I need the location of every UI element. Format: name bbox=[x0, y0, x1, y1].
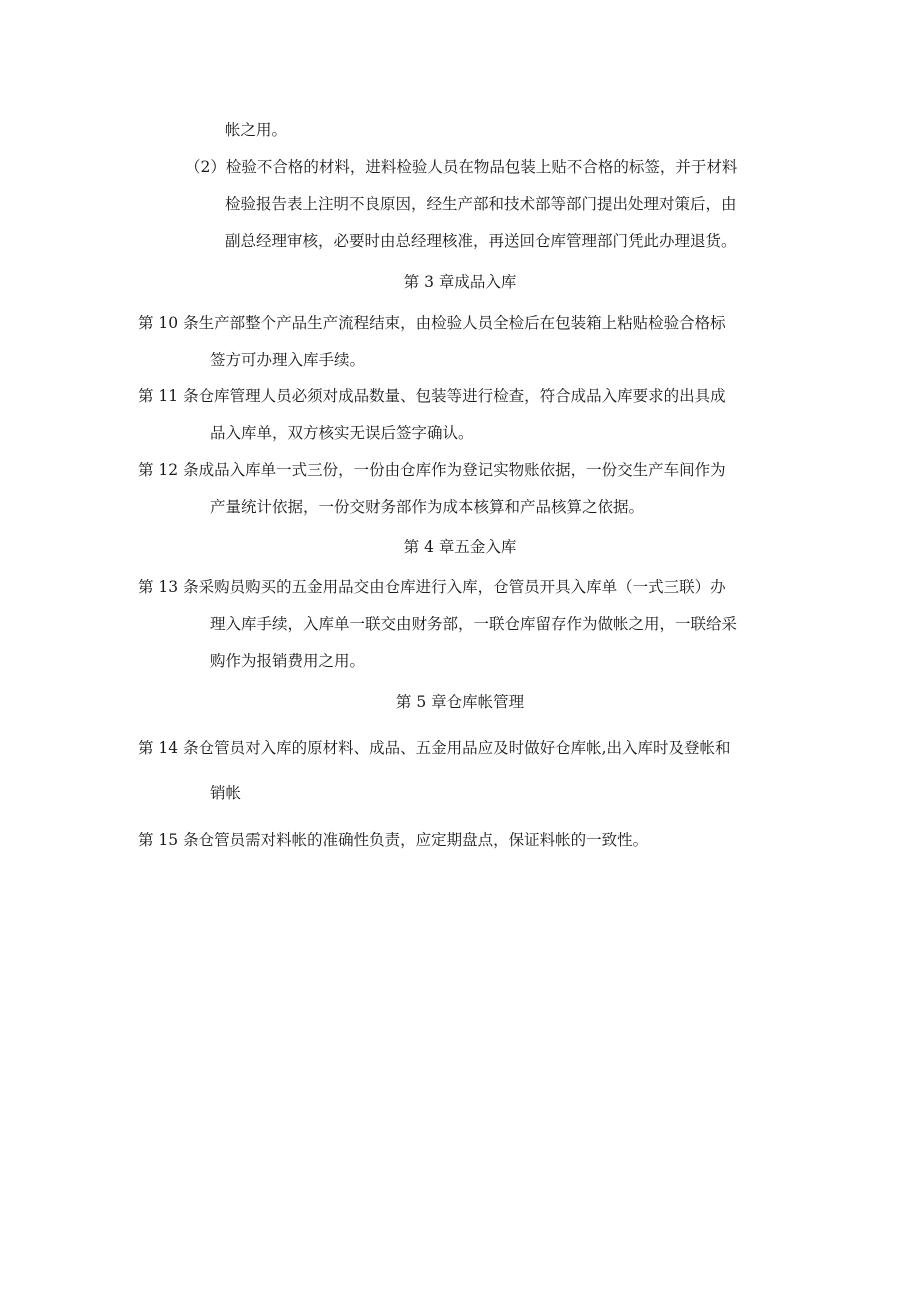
article-12-line-1: 第 12 条成品入库单一式三份，一份由仓库作为登记实物账依据，一份交生产车间作为 bbox=[138, 461, 726, 479]
article-10-line-2: 签方可办理入库手续。 bbox=[210, 351, 366, 369]
article-11-line-2: 品入库单，双方核实无误后签字确认。 bbox=[210, 424, 474, 442]
chapter-3-heading: 第 3 章成品入库 bbox=[403, 273, 517, 291]
item-2-line-3: 副总经理审核，必要时由总经理核准，再送回仓库管理部门凭此办理退货。 bbox=[225, 232, 737, 250]
item-2-line-1: （2）检验不合格的材料，进料检验人员在物品包装上贴不合格的标签，并于材料 bbox=[185, 158, 738, 176]
article-10-line-1: 第 10 条生产部整个产品生产流程结束，由检验人员全检后在包装箱上粘贴检验合格标 bbox=[138, 314, 726, 332]
article-14-line-2: 销帐 bbox=[210, 784, 242, 802]
article-15-line-1: 第 15 条仓管员需对料帐的准确性负责，应定期盘点，保证料帐的一致性。 bbox=[138, 831, 649, 849]
item-1-continuation: 帐之用。 bbox=[225, 121, 288, 139]
article-13-line-1: 第 13 条采购员购买的五金用品交由仓库进行入库，仓管员开具入库单（一式三联）办 bbox=[138, 578, 726, 596]
item-2-line-2: 检验报告表上注明不良原因，经生产部和技术部等部门提出处理对策后，由 bbox=[225, 195, 737, 213]
article-11-line-1: 第 11 条仓库管理人员必须对成品数量、包装等进行检查，符合成品入库要求的出具成 bbox=[138, 387, 726, 405]
chapter-4-heading: 第 4 章五金入库 bbox=[403, 538, 517, 556]
article-14-line-1: 第 14 条仓管员对入库的原材料、成品、五金用品应及时做好仓库帐,出入库时及登帐和 bbox=[138, 739, 731, 757]
chapter-5-heading: 第 5 章仓库帐管理 bbox=[395, 693, 525, 711]
article-12-line-2: 产量统计依据，一份交财务部作为成本核算和产品核算之依据。 bbox=[210, 498, 645, 516]
article-13-line-3: 购作为报销费用之用。 bbox=[210, 652, 366, 670]
article-13-line-2: 理入库手续，入库单一联交由财务部，一联仓库留存作为做帐之用，一联给采 bbox=[210, 615, 738, 633]
